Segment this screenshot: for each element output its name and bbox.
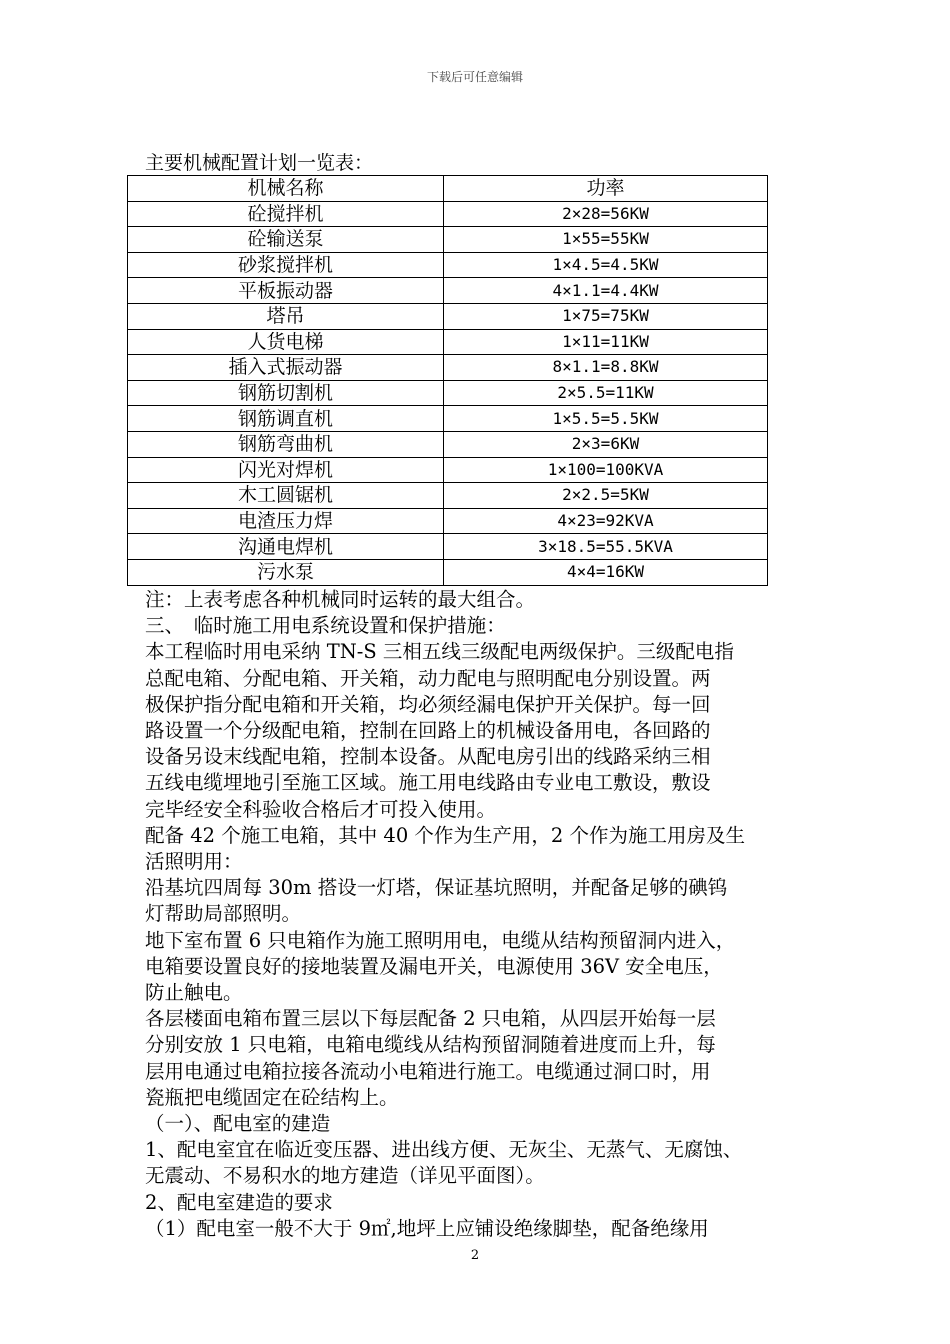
power-cell: 1×75=75KW [444, 303, 768, 329]
power-cell: 1×100=100KVA [444, 457, 768, 483]
body-text [145, 587, 825, 1242]
text-line: 本工程临时用电采纳 TN-S 三相五线三级配电两级保护。三级配电指 [145, 640, 734, 664]
power-cell: 4×1.1=4.4KW [444, 278, 768, 304]
header-machine-name: 机械名称 [128, 176, 444, 202]
text-line: 各层楼面电箱布置三层以下每层配备 2 只电箱，从四层开始每一层 [145, 1007, 716, 1031]
power-cell: 1×5.5=5.5KW [444, 406, 768, 432]
text-line: 完毕经安全科验收合格后才可投入使用。 [145, 797, 497, 821]
table-row [128, 559, 768, 585]
table-row [128, 355, 768, 381]
machine-name-cell: 钢筋弯曲机 [128, 431, 444, 457]
table-row [128, 252, 768, 278]
table-row [128, 431, 768, 457]
text-line: 总配电箱、分配电箱、开关箱，动力配电与照明配电分别设置。两 [145, 666, 711, 690]
text-line: 2、配电室建造的要求 [145, 1190, 333, 1214]
text-line: 瓷瓶把电缆固定在砼结构上。 [145, 1085, 399, 1109]
text-line: 注：上表考虑各种机械同时运转的最大组合。 [145, 588, 536, 611]
text-line: 极保护指分配电箱和开关箱，均必须经漏电保护开关保护。每一回 [145, 692, 711, 716]
text-line: （一）、配电室的建造 [145, 1112, 331, 1136]
power-cell: 1×4.5=4.5KW [444, 252, 768, 278]
text-line: 三、 临时施工用电系统设置和保护措施： [145, 614, 506, 638]
table-row [128, 380, 768, 406]
machine-name-cell: 污水泵 [128, 559, 444, 585]
machine-name-cell: 人货电梯 [128, 329, 444, 355]
machine-name-cell: 插入式振动器 [128, 355, 444, 381]
text-line: （1）配电室一般不大于 9㎡,地坪上应铺设绝缘脚垫，配备绝缘用 [145, 1216, 709, 1240]
text-line: 沿基坑四周每 30m 搭设一灯塔，保证基坑照明，并配备足够的碘钨 [145, 876, 728, 900]
power-cell: 2×28=56KW [444, 201, 768, 227]
power-cell: 4×4=16KW [444, 559, 768, 585]
machine-name-cell: 钢筋切割机 [128, 380, 444, 406]
table-caption: 主要机械配置计划一览表： [145, 152, 374, 174]
header-power: 功率 [444, 176, 768, 202]
machine-name-cell: 木工圆锯机 [128, 483, 444, 509]
table-row [128, 278, 768, 304]
page-header: 下载后可任意编辑 [426, 70, 523, 84]
text-line: 1、配电室宜在临近变压器、进出线方便、无灰尘、无蒸气、无腐蚀、 [145, 1138, 743, 1162]
text-line: 地下室布置 6 只电箱作为施工照明用电，电缆从结构预留洞内进入， [145, 928, 736, 952]
machinery-table-body [128, 176, 768, 586]
machine-name-cell: 砼输送泵 [128, 227, 444, 253]
text-line: 灯帮助局部照明。 [145, 902, 302, 926]
power-cell: 2×2.5=5KW [444, 483, 768, 509]
text-line: 设备另设末线配电箱，控制本设备。从配电房引出的线路采纳三相 [145, 745, 711, 769]
table-row [128, 329, 768, 355]
table-row [128, 483, 768, 509]
power-cell: 4×23=92KVA [444, 508, 768, 534]
machine-name-cell: 闪光对焊机 [128, 457, 444, 483]
machine-name-cell: 钢筋调直机 [128, 406, 444, 432]
text-line: 配备 42 个施工电箱，其中 40 个作为生产用，2 个作为施工用房及生 [145, 823, 746, 847]
table-row [128, 457, 768, 483]
text-line: 分别安放 1 只电箱，电箱电缆线从结构预留洞随着进度而上升，每 [145, 1033, 716, 1057]
machine-name-cell: 砂浆搅拌机 [128, 252, 444, 278]
table-row [128, 534, 768, 560]
power-cell: 2×3=6KW [444, 431, 768, 457]
text-line: 无震动、不易积水的地方建造（详见平面图）。 [145, 1164, 545, 1188]
power-cell: 1×55=55KW [444, 227, 768, 253]
machine-name-cell: 沟通电焊机 [128, 534, 444, 560]
text-line: 活照明用： [145, 850, 243, 874]
text-line: 电箱要设置良好的接地装置及漏电开关，电源使用 36V 安全电压， [145, 954, 723, 978]
machine-name-cell: 砼搅拌机 [128, 201, 444, 227]
page-number: 2 [470, 1248, 480, 1263]
power-cell: 1×11=11KW [444, 329, 768, 355]
text-line: 五线电缆埋地引至施工区域。施工用电线路由专业电工敷设，敷设 [145, 771, 711, 795]
machine-name-cell: 电渣压力焊 [128, 508, 444, 534]
table-row [128, 201, 768, 227]
text-line: 层用电通过电箱拉接各流动小电箱进行施工。电缆通过洞口时，用 [145, 1059, 711, 1083]
text-line: 路设置一个分级配电箱，控制在回路上的机械设备用电，各回路的 [145, 719, 711, 743]
table-header-row [128, 176, 768, 202]
table-row [128, 303, 768, 329]
table-row [128, 227, 768, 253]
table-row [128, 508, 768, 534]
machine-name-cell: 塔吊 [128, 303, 444, 329]
power-cell: 3×18.5=55.5KVA [444, 534, 768, 560]
machine-name-cell: 平板振动器 [128, 278, 444, 304]
power-cell: 8×1.1=8.8KW [444, 355, 768, 381]
table-row [128, 406, 768, 432]
text-line: 防止触电。 [145, 981, 243, 1005]
machinery-table [127, 175, 768, 586]
power-cell: 2×5.5=11KW [444, 380, 768, 406]
